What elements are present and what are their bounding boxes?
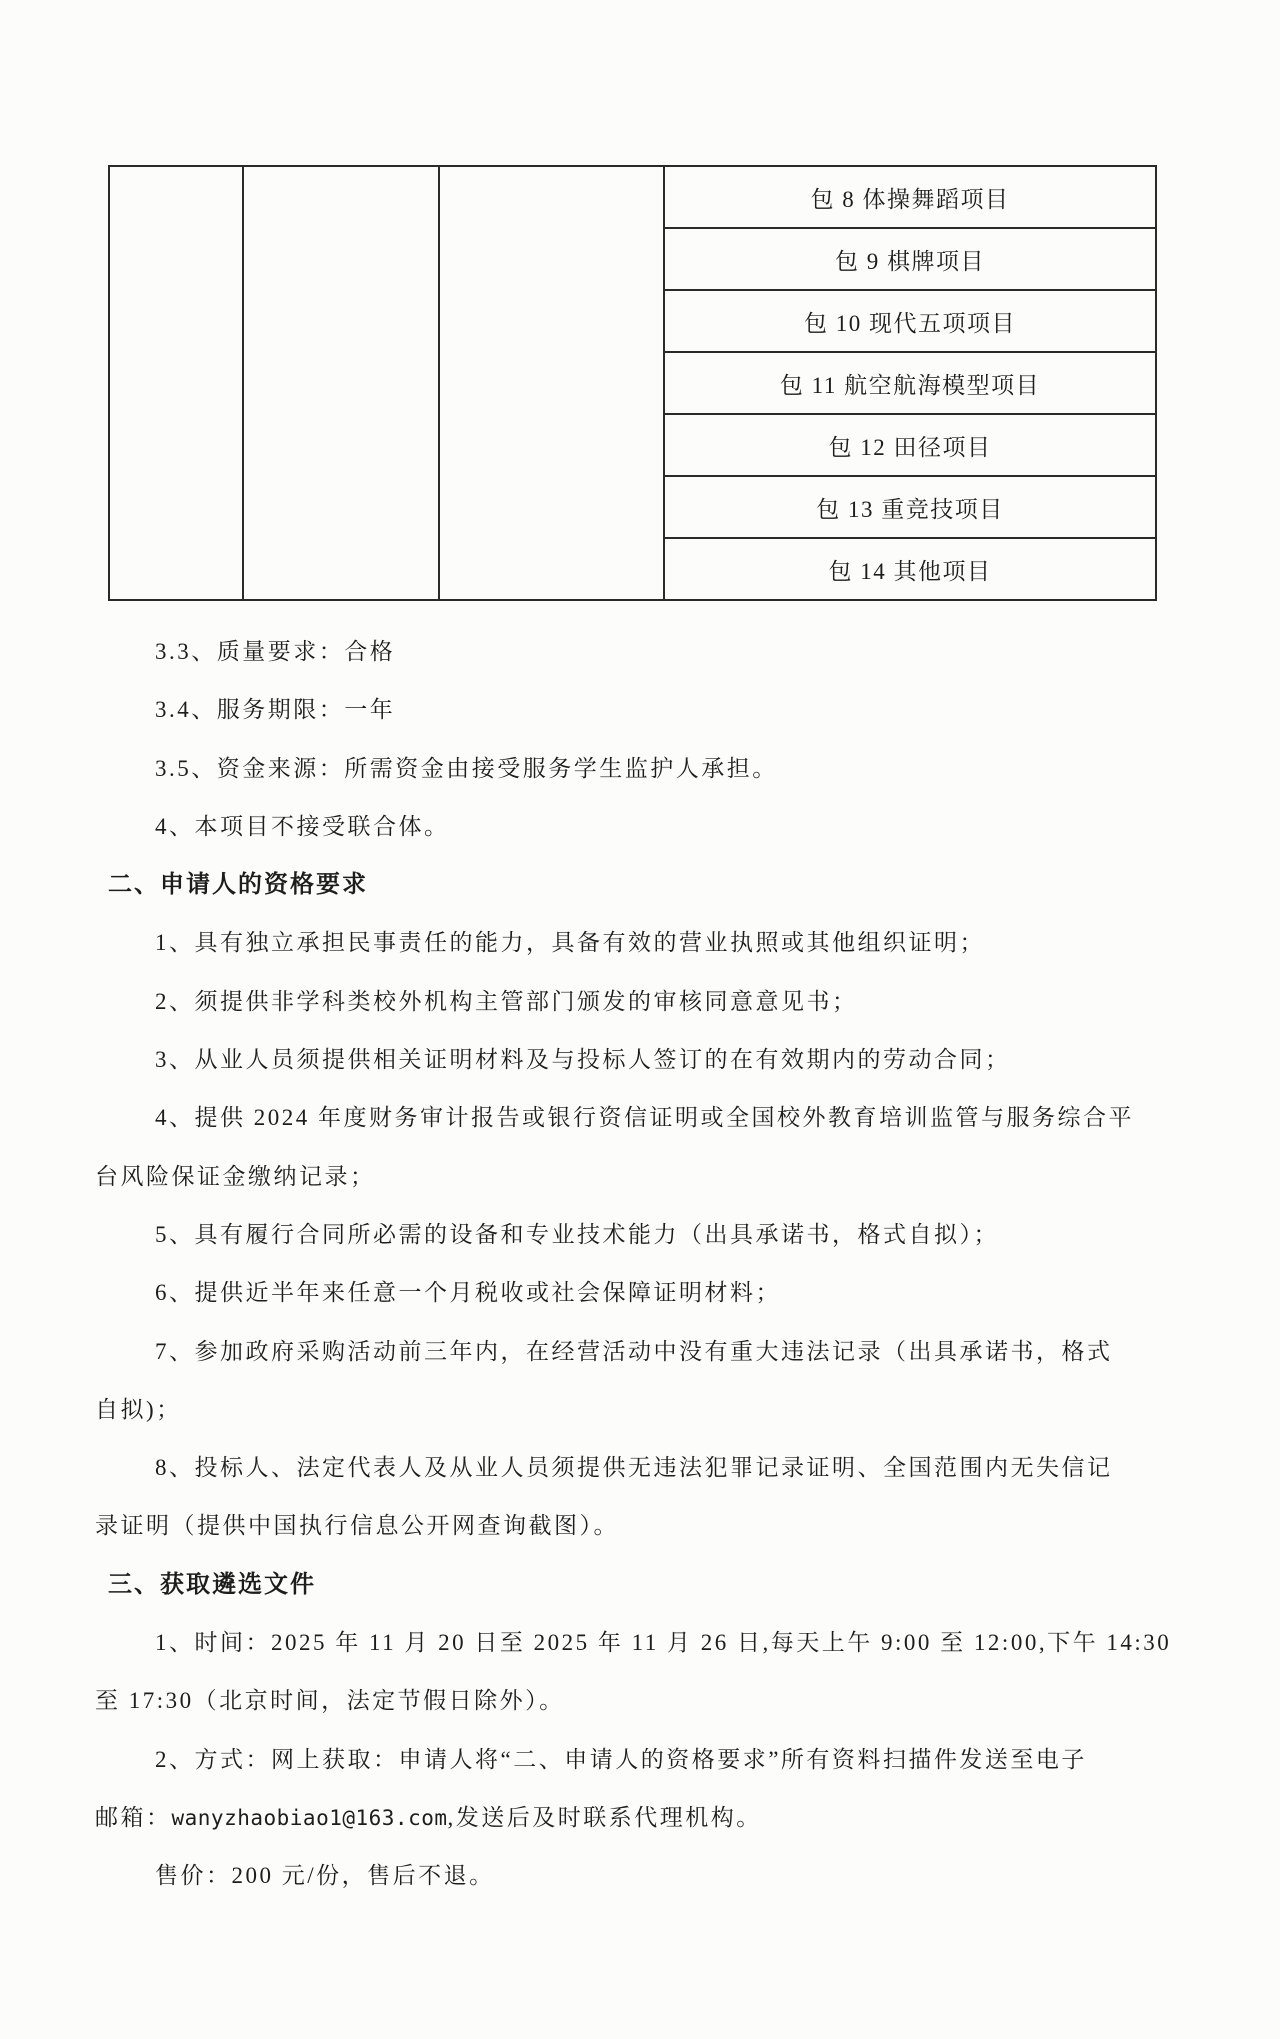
- document-line: 台风险保证金缴纳记录；: [95, 1163, 376, 1189]
- package-cell: 包 11 航空航海模型项目: [664, 352, 1156, 414]
- package-cell: 包 14 其他项目: [664, 538, 1156, 600]
- package-cell: 包 12 田径项目: [664, 414, 1156, 476]
- table-empty-cell: [439, 166, 664, 600]
- document-line: 2、方式：网上获取：申请人将“二、申请人的资格要求”所有资料扫描件发送至电子: [155, 1746, 1087, 1772]
- document-line: 8、投标人、法定代表人及从业人员须提供无违法犯罪记录证明、全国范围内无失信记: [155, 1455, 1113, 1481]
- table-empty-cell: [109, 166, 243, 600]
- package-cell: 包 9 棋牌项目: [664, 228, 1156, 290]
- table-empty-cell: [243, 166, 439, 600]
- table-row: [109, 166, 1156, 228]
- section-heading: 三、获取遴选文件: [108, 1570, 316, 1598]
- document-text: [95, 623, 1172, 1906]
- package-cell: 包 10 现代五项项目: [664, 290, 1156, 352]
- document-line: 录证明（提供中国执行信息公开网查询截图）。: [95, 1513, 619, 1539]
- document-line: 4、本项目不接受联合体。: [155, 813, 450, 839]
- document-line-text: 邮箱：: [95, 1804, 172, 1830]
- document-line-text: ,发送后及时联系代理机构。: [447, 1804, 762, 1830]
- packages-table-body: [109, 166, 1156, 600]
- document-line: 1、时间：2025 年 11 月 20 日至 2025 年 11 月 26 日,每天上午 9:00 至 12:00,下午 14:30: [155, 1630, 1172, 1656]
- packages-table: [108, 165, 1157, 601]
- package-cell: 包 13 重竞技项目: [664, 476, 1156, 538]
- document-line: 5、具有履行合同所必需的设备和专业技术能力（出具承诺书，格式自拟）；: [155, 1221, 999, 1247]
- document-line: 至 17:30（北京时间，法定节假日除外）。: [95, 1688, 565, 1714]
- document-line: 3.5、资金来源：所需资金由接受服务学生监护人承担。: [155, 755, 778, 781]
- email-address: wanyzhaobiao1@163.com: [171, 1805, 448, 1830]
- document-line: 自拟)；: [95, 1396, 182, 1422]
- document-line: 售价：200 元/份，售后不退。: [155, 1863, 495, 1889]
- document-line: 3、从业人员须提供相关证明材料及与投标人签订的在有效期内的劳动合同；: [155, 1047, 1011, 1073]
- document-line: 3.4、服务期限：一年: [155, 697, 396, 723]
- document-line: 7、参加政府采购活动前三年内，在经营活动中没有重大违法记录（出具承诺书，格式: [155, 1338, 1113, 1364]
- document-line: 2、须提供非学科类校外机构主管部门颁发的审核同意意见书；: [155, 988, 858, 1014]
- document-line: 6、提供近半年来任意一个月税收或社会保障证明材料；: [155, 1280, 781, 1306]
- document-line: 4、提供 2024 年度财务审计报告或银行资信证明或全国校外教育培训监管与服务综合平: [155, 1105, 1134, 1131]
- document-line: [95, 1789, 1165, 1847]
- document-line: 1、具有独立承担民事责任的能力，具备有效的营业执照或其他组织证明；: [155, 930, 985, 956]
- section-heading: 二、申请人的资格要求: [108, 871, 368, 899]
- document-line: 3.3、质量要求：合格: [155, 639, 396, 664]
- package-cell: 包 8 体操舞蹈项目: [664, 166, 1156, 228]
